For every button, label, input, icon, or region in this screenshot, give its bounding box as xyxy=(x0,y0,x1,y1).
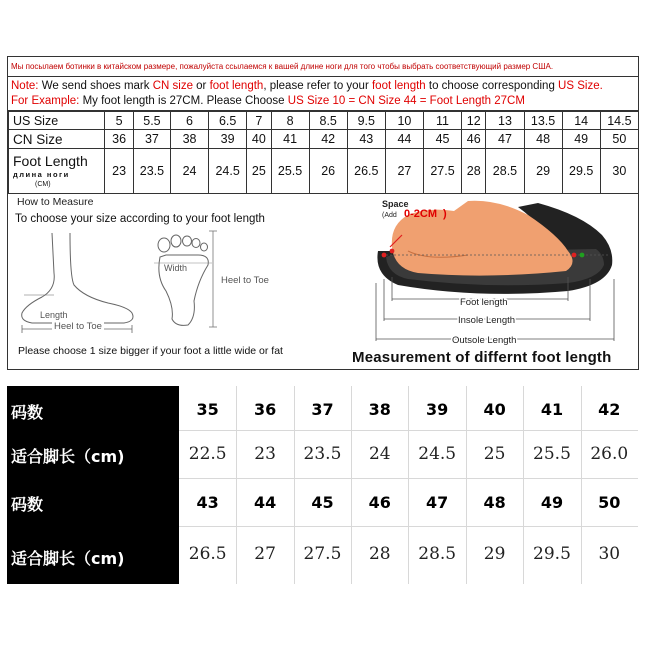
heel-to-toe-bracket xyxy=(208,229,218,329)
us-cell: 9.5 xyxy=(347,112,385,130)
us-cell: 6 xyxy=(170,112,208,130)
space-close: ) xyxy=(443,208,447,220)
size-cell: 44 xyxy=(253,493,277,512)
note-text-2: or xyxy=(192,80,210,92)
add-label: (Add xyxy=(382,212,397,219)
us-cell: 5.5 xyxy=(133,112,170,130)
cn-label-column xyxy=(7,386,179,584)
us-cell: 12 xyxy=(462,112,486,130)
size-cell: 38 xyxy=(368,400,391,419)
note-cn-size: CN size xyxy=(152,80,193,92)
foot-length-row xyxy=(9,149,639,194)
length-cell: 28 xyxy=(368,544,391,564)
foot-cell: 24.5 xyxy=(209,149,247,194)
note-text-3: , please refer to your xyxy=(263,80,372,92)
insole-length-label: Insole Length xyxy=(458,315,516,326)
size-cell: 47 xyxy=(426,493,449,512)
size-chart xyxy=(7,56,639,370)
foot-cell: 26.5 xyxy=(347,149,385,194)
outsole-length-label: Outsole Length xyxy=(452,335,517,345)
foot-cell: 26 xyxy=(309,149,347,194)
how-to-measure-title: How to Measure xyxy=(17,196,94,208)
cn-cell: 46 xyxy=(462,130,486,149)
foot-cell: 30 xyxy=(600,149,638,194)
heel-to-toe-side-label: Heel to Toe xyxy=(221,275,269,286)
length-cell: 27 xyxy=(254,544,276,564)
cn-size-label: CN Size xyxy=(9,130,105,149)
us-size-row xyxy=(9,112,639,130)
size-cell: 46 xyxy=(368,493,391,512)
us-cell: 7 xyxy=(247,112,271,130)
cn-cell: 44 xyxy=(385,130,423,149)
note-prefix: Note: xyxy=(11,80,39,92)
foot-cell: 29.5 xyxy=(562,149,600,194)
cn-cell: 43 xyxy=(347,130,385,149)
us-cell: 13 xyxy=(486,112,524,130)
length-cell: 29 xyxy=(483,544,506,564)
note-us-size: US Size. xyxy=(558,80,603,92)
cn-cell: 42 xyxy=(309,130,347,149)
foot-cell: 23.5 xyxy=(133,149,170,194)
size-table xyxy=(8,111,639,194)
foot-cell: 27 xyxy=(385,149,423,194)
note-line xyxy=(11,79,638,94)
note-foot-length: foot length xyxy=(209,80,264,92)
us-cell: 11 xyxy=(423,112,461,130)
cn-cell: 40 xyxy=(247,130,271,149)
cn-size-row xyxy=(9,130,639,149)
length-cell: 27.5 xyxy=(303,544,342,564)
grid-line xyxy=(179,430,638,431)
size-cell: 50 xyxy=(598,493,621,512)
example-text-2: US Size 10 = CN Size 44 = Foot Length 27CM xyxy=(287,95,525,107)
foot-length-label xyxy=(9,149,105,194)
cn-cell: 39 xyxy=(209,130,247,149)
cn-cell: 50 xyxy=(600,130,638,149)
note-text-1: We send shoes mark xyxy=(38,80,153,92)
cn-cell: 45 xyxy=(423,130,461,149)
cn-cell: 36 xyxy=(105,130,134,149)
size-cell: 49 xyxy=(540,493,564,512)
us-cell: 6.5 xyxy=(209,112,247,130)
us-cell: 13.5 xyxy=(524,112,562,130)
cn-cell: 48 xyxy=(524,130,562,149)
length-cell: 25.5 xyxy=(533,444,571,464)
foot-cell: 27.5 xyxy=(423,149,461,194)
size-cell: 45 xyxy=(311,493,334,512)
length-cell: 24.5 xyxy=(418,444,457,464)
cn-cell: 49 xyxy=(562,130,600,149)
width-label: Width xyxy=(164,263,188,273)
length-cell: 29.5 xyxy=(533,544,571,564)
russian-notice: Мы посылаем ботинки в китайском размере, пожалуйста ссылаемся к вашей длине ноги для того чтобы выбрать соответствующий размер США. xyxy=(8,57,638,77)
length-cell: 26.0 xyxy=(590,444,629,464)
example-prefix: For Example: xyxy=(11,95,80,107)
note-foot-length-2: foot length xyxy=(371,80,426,92)
length-cell: 30 xyxy=(598,544,621,564)
shoe-illustration xyxy=(368,195,630,345)
cn-cell: 41 xyxy=(271,130,309,149)
heel-to-toe-label: Heel to Toe xyxy=(54,321,102,332)
size-cell: 42 xyxy=(598,400,621,419)
example-line xyxy=(11,94,638,109)
us-cell: 8.5 xyxy=(309,112,347,130)
foot-label-2: 适合脚长（cm) xyxy=(11,549,125,568)
cn-cell: 38 xyxy=(170,130,208,149)
how-to-measure-subtitle: To choose your size according to your foot length xyxy=(15,213,265,225)
length-cell: 25 xyxy=(483,444,506,464)
foot-cell: 28.5 xyxy=(486,149,524,194)
how-to-measure-section xyxy=(8,195,638,370)
bigger-size-note: Please choose 1 size bigger if your foot a little wide or fat xyxy=(18,345,283,357)
size-cell: 41 xyxy=(540,400,564,419)
us-cell: 5 xyxy=(105,112,134,130)
foot-side-illustration xyxy=(12,233,147,333)
foot-length-russian: длина ноги xyxy=(13,170,70,179)
foot-label-1: 适合脚长（cm) xyxy=(11,447,125,466)
note-block xyxy=(8,77,638,111)
size-cell: 40 xyxy=(483,400,506,419)
length-cell: 28.5 xyxy=(418,544,457,564)
foot-length-unit: (CM) xyxy=(35,181,51,188)
foot-cell: 23 xyxy=(105,149,134,194)
us-size-label: US Size xyxy=(9,112,105,130)
cn-value-grid xyxy=(179,386,638,584)
us-cell: 14 xyxy=(562,112,600,130)
foot-cell: 29 xyxy=(524,149,562,194)
foot-cell: 28 xyxy=(462,149,486,194)
size-cell: 48 xyxy=(483,493,506,512)
length-cell: 22.5 xyxy=(188,444,227,464)
size-cell: 43 xyxy=(196,493,219,512)
foot-cell: 25.5 xyxy=(271,149,309,194)
example-text-1: My foot length is 27CM. Please Choose xyxy=(79,95,288,107)
cn-cell: 37 xyxy=(133,130,170,149)
us-cell: 10 xyxy=(385,112,423,130)
size-label-2: 码数 xyxy=(11,495,44,514)
us-cell: 8 xyxy=(271,112,309,130)
size-cell: 35 xyxy=(196,400,219,419)
size-label-1: 码数 xyxy=(11,403,44,422)
us-cell: 14.5 xyxy=(600,112,638,130)
length-cell: 23 xyxy=(254,444,276,464)
length-label: Length xyxy=(40,310,68,320)
size-cell: 37 xyxy=(311,400,334,419)
space-value: 0-2CM xyxy=(404,208,438,220)
length-cell: 23.5 xyxy=(303,444,342,464)
size-cell: 39 xyxy=(426,400,449,419)
size-cell: 36 xyxy=(253,400,277,419)
foot-length-diagram-label: Foot length xyxy=(460,297,508,308)
measurement-title: Measurement of differnt foot length xyxy=(352,349,612,366)
foot-length-title: Foot Length xyxy=(13,153,88,169)
note-text-4: to choose corresponding xyxy=(425,80,559,92)
grid-line xyxy=(179,478,638,479)
cn-size-table xyxy=(7,386,638,584)
grid-line xyxy=(179,526,638,527)
length-cell: 24 xyxy=(368,444,391,464)
space-label: Space xyxy=(382,199,409,209)
length-cell: 26.5 xyxy=(188,544,227,564)
foot-cell: 24 xyxy=(170,149,208,194)
foot-cell: 25 xyxy=(247,149,271,194)
cn-cell: 47 xyxy=(486,130,524,149)
